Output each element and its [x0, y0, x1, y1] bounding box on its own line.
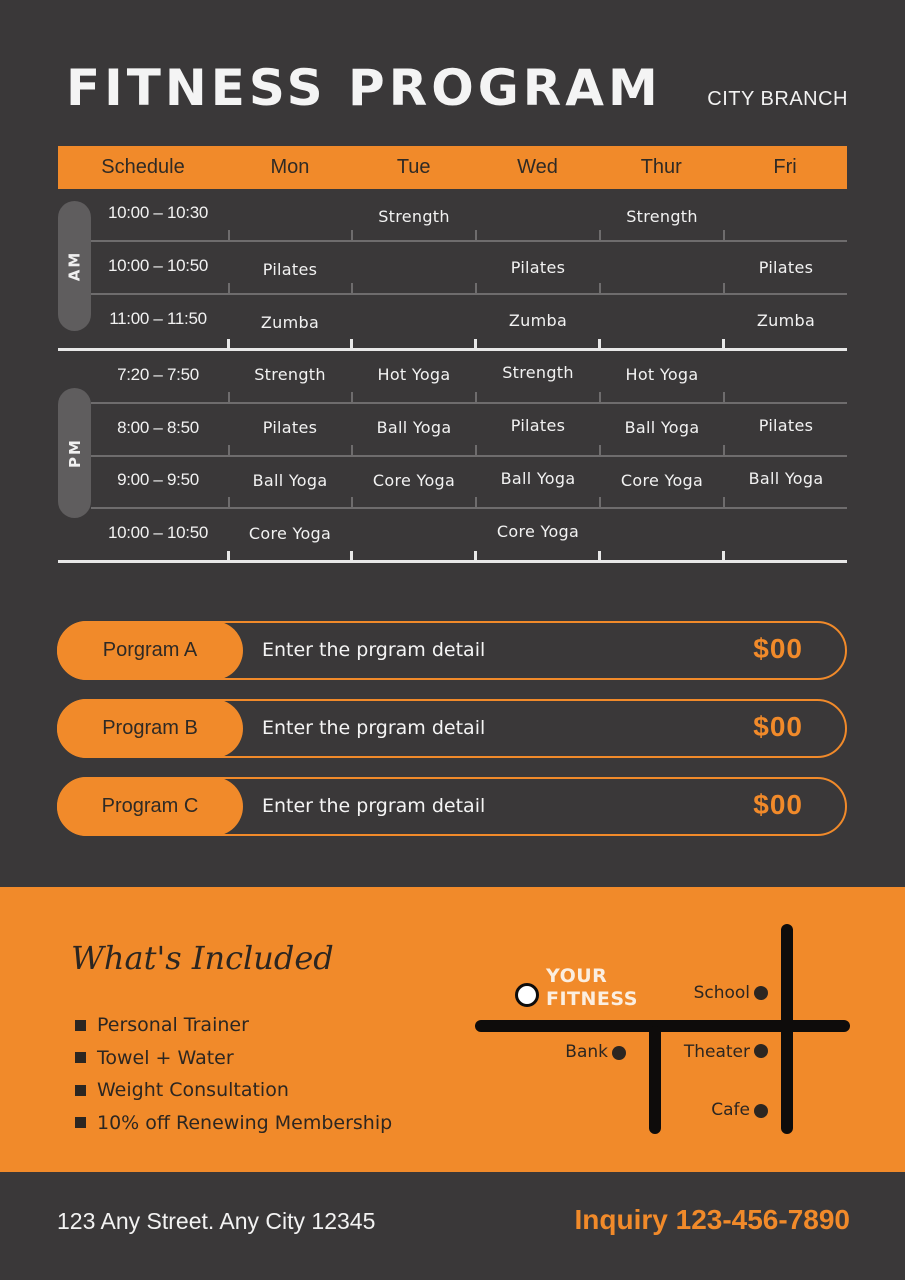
col-fri: Fri [773, 156, 797, 178]
cell-tue: Core Yoga [372, 471, 456, 490]
tick [723, 497, 725, 509]
tick [475, 230, 477, 242]
cell-tue: Strength [378, 207, 450, 226]
program-card-b [57, 699, 847, 758]
tick [475, 497, 477, 509]
cell-mon: Ball Yoga [252, 471, 328, 490]
tick [228, 283, 230, 295]
included-title: What's Included [71, 939, 334, 977]
cell-mon: Pilates [262, 418, 318, 437]
cell-tue: Ball Yoga [376, 418, 452, 437]
cell-thur: Core Yoga [620, 471, 704, 490]
poi-theater-label: Theater [683, 1042, 750, 1062]
branch-label: CITY BRANCH [707, 88, 848, 110]
cell-mon: Zumba [260, 313, 320, 332]
cell-fri: Pilates [758, 258, 814, 277]
cell-fri: Zumba [756, 311, 816, 330]
poi-bank-dot-icon [612, 1046, 626, 1060]
am-pill [58, 201, 91, 331]
table-row [91, 351, 847, 404]
program-name: Program C [57, 777, 243, 836]
cell-wed: Strength [502, 363, 574, 382]
tick [228, 497, 230, 509]
program-card-a [57, 621, 847, 680]
road-vertical-left [649, 1026, 661, 1134]
tick [351, 230, 353, 242]
program-name: Porgram A [57, 621, 243, 680]
table-row [91, 404, 847, 457]
item-label: 10% off Renewing Membership [97, 1111, 393, 1134]
program-price: $00 [753, 633, 803, 664]
col-thur: Thur [640, 156, 682, 178]
item-label: Weight Consultation [97, 1079, 289, 1102]
col-tue: Tue [396, 156, 431, 178]
tick [350, 551, 353, 563]
item-label: Towel + Water [97, 1046, 234, 1069]
tick [599, 392, 601, 404]
program-price: $00 [753, 789, 803, 820]
tick [350, 339, 353, 351]
table-bottom-border [58, 560, 847, 563]
time-slot: 7:20 – 7:50 [117, 365, 199, 384]
col-wed: Wed [517, 156, 558, 178]
tick [599, 230, 601, 242]
time-slot: 10:00 – 10:50 [107, 523, 209, 542]
time-slot: 10:00 – 10:50 [107, 256, 209, 275]
am-label: AM [65, 250, 84, 282]
tick [474, 551, 477, 563]
program-price: $00 [753, 711, 803, 742]
location-map [0, 887, 905, 1172]
cell-mon: Core Yoga [248, 524, 332, 543]
program-detail: Enter the prgram detail [262, 717, 486, 739]
table-row [91, 242, 847, 295]
cell-thur: Strength [626, 207, 698, 226]
cell-wed: Zumba [508, 311, 568, 330]
cell-thur: Hot Yoga [625, 365, 699, 384]
included-section [0, 887, 905, 1172]
cell-fri: Ball Yoga [748, 469, 824, 488]
your-fitness-label [546, 965, 638, 1011]
cell-wed: Pilates [510, 416, 566, 435]
tick [227, 551, 230, 563]
table-row [91, 295, 847, 348]
poi-theater-dot-icon [754, 1044, 768, 1058]
road-horizontal [475, 1020, 850, 1032]
time-slot: 10:00 – 10:30 [107, 203, 209, 222]
poi-cafe-dot-icon [754, 1104, 768, 1118]
tick [598, 551, 601, 563]
cell-wed: Pilates [510, 258, 566, 277]
program-detail: Enter the prgram detail [262, 795, 486, 817]
cell-mon: Strength [254, 365, 326, 384]
cell-thur: Ball Yoga [624, 418, 700, 437]
road-vertical-right [781, 924, 793, 1134]
tick [723, 392, 725, 404]
poi-cafe-label: Cafe [711, 1100, 750, 1120]
time-slot: 9:00 – 9:50 [117, 470, 199, 489]
program-name: Program B [57, 699, 243, 758]
pm-pill [58, 388, 91, 518]
tick [723, 283, 725, 295]
tick [722, 339, 725, 351]
tick [598, 339, 601, 351]
pm-label: PM [65, 438, 84, 468]
time-slot: 8:00 – 8:50 [117, 418, 199, 437]
poi-school-label: School [693, 983, 750, 1003]
your-fitness-line2: FITNESS [546, 988, 638, 1010]
tick [599, 283, 601, 295]
schedule-header [58, 146, 847, 189]
col-mon: Mon [270, 156, 310, 178]
table-row [91, 456, 847, 509]
address: 123 Any Street. Any City 12345 [57, 1208, 376, 1234]
cell-fri: Pilates [758, 416, 814, 435]
program-card-c [57, 777, 847, 836]
tick [228, 392, 230, 404]
tick [351, 392, 353, 404]
item-label: Personal Trainer [97, 1014, 249, 1037]
location-pin-icon [515, 983, 539, 1007]
cell-wed: Core Yoga [496, 522, 580, 541]
poi-bank-label: Bank [565, 1042, 608, 1062]
tick [227, 339, 230, 351]
program-detail: Enter the prgram detail [262, 639, 486, 661]
tick [723, 230, 725, 242]
tick [599, 497, 601, 509]
tick [722, 551, 725, 563]
col-schedule: Schedule [101, 156, 185, 178]
poi-school-dot-icon [754, 986, 768, 1000]
tick [475, 392, 477, 404]
tick [228, 230, 230, 242]
cell-tue: Hot Yoga [377, 365, 451, 384]
tick [474, 339, 477, 351]
time-slot: 11:00 – 11:50 [109, 309, 207, 328]
page-title: FITNESS PROGRAM [66, 59, 662, 117]
tick [351, 283, 353, 295]
tick [475, 283, 477, 295]
cell-wed: Ball Yoga [500, 469, 576, 488]
your-fitness-line1: YOUR [546, 965, 608, 987]
inquiry-phone[interactable]: Inquiry 123-456-7890 [574, 1204, 850, 1235]
cell-mon: Pilates [262, 260, 318, 279]
table-row [91, 509, 847, 562]
tick [351, 497, 353, 509]
table-row [91, 189, 847, 242]
